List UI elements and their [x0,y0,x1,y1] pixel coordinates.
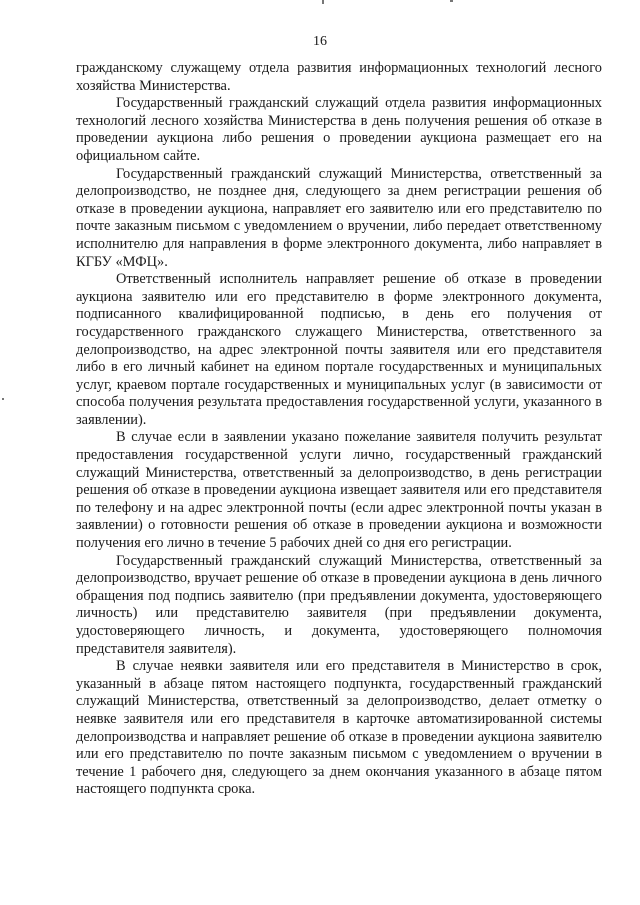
paragraph: Государственный гражданский служащий отдела развития информационных технологий лесного хозяйства Министерства в день получения решения об отказе в проведении аукциона либо решения о проведении аукциона размещает его на официальном сайте. [76,95,602,164]
paragraph: Ответственный исполнитель направляет решение об отказе в проведении аукциона заявителю или его представителю в форме электронного документа, подписанного квалифицированной подписью, в день его получения от государственного гражданского служащего Министерства, ответственного за делопроизводство, на адрес электронной почты заявителя или его представителя либо в его личный кабинет на едином портале государственных и муниципальных услуг, краевом портале государственных и муниципальных услуг (в зависимости от способа получения результата предоставления государственной услуги, указанного в заявлении). [76,271,602,428]
scan-artifact-mark [450,0,453,2]
paragraph: гражданскому служащему отдела развития информационных технологий лесного хозяйства Министерства. [76,60,602,94]
paragraph: В случае если в заявлении указано пожелание заявителя получить результат предоставления государственной услуги лично, государственный гражданский служащий Министерства, ответственный за делопроизводство, в день регистрации решения об отказе в проведении аукциона извещает заявителя или его представителя по телефону и на адрес электронной почты (если адрес электронной почты указан в заявлении) о готовности решения об отказе в проведении аукциона и возможности получения его лично в течение 5 рабочих дней со дня его регистрации. [76,429,602,552]
document-body [76,60,602,799]
scan-artifact-mark [2,398,4,400]
paragraph: Государственный гражданский служащий Министерства, ответственный за делопроизводство, не позднее дня, следующего за днем регистрации решения об отказе в проведении аукциона, направляет его заявителю или его представителю по почте заказным письмом с уведомлением о вручении, либо передает ответственному исполнителю для направления в форме электронного документа, либо направляет в КГБУ «МФЦ». [76,165,602,270]
scan-artifact-mark [322,0,324,4]
paragraph: В случае неявки заявителя или его представителя в Министерство в срок, указанный в абзаце пятом настоящего подпункта, государственный гражданский служащий Министерства, ответственный за делопроизводство, делает отметку о неявке заявителя или его представителя в карточке автоматизированной системы делопроизводства и направляет решение об отказе в проведении аукциона заявителю или его представителю по почте заказным письмом с уведомлением о вручении в течение 1 рабочего дня, следующего за днем окончания указанного в абзаце пятом настоящего подпункта срока. [76,658,602,798]
paragraph: Государственный гражданский служащий Министерства, ответственный за делопроизводство, вручает решение об отказе в проведении аукциона в день личного обращения под подпись заявителю (при предъявлении документа, удостоверяющего личность) или представителю заявителя (при предъявлении документа, удостоверяющего личность, и документа, удостоверяющего полномочия представителя заявителя). [76,552,602,657]
page-number: 16 [313,34,327,49]
